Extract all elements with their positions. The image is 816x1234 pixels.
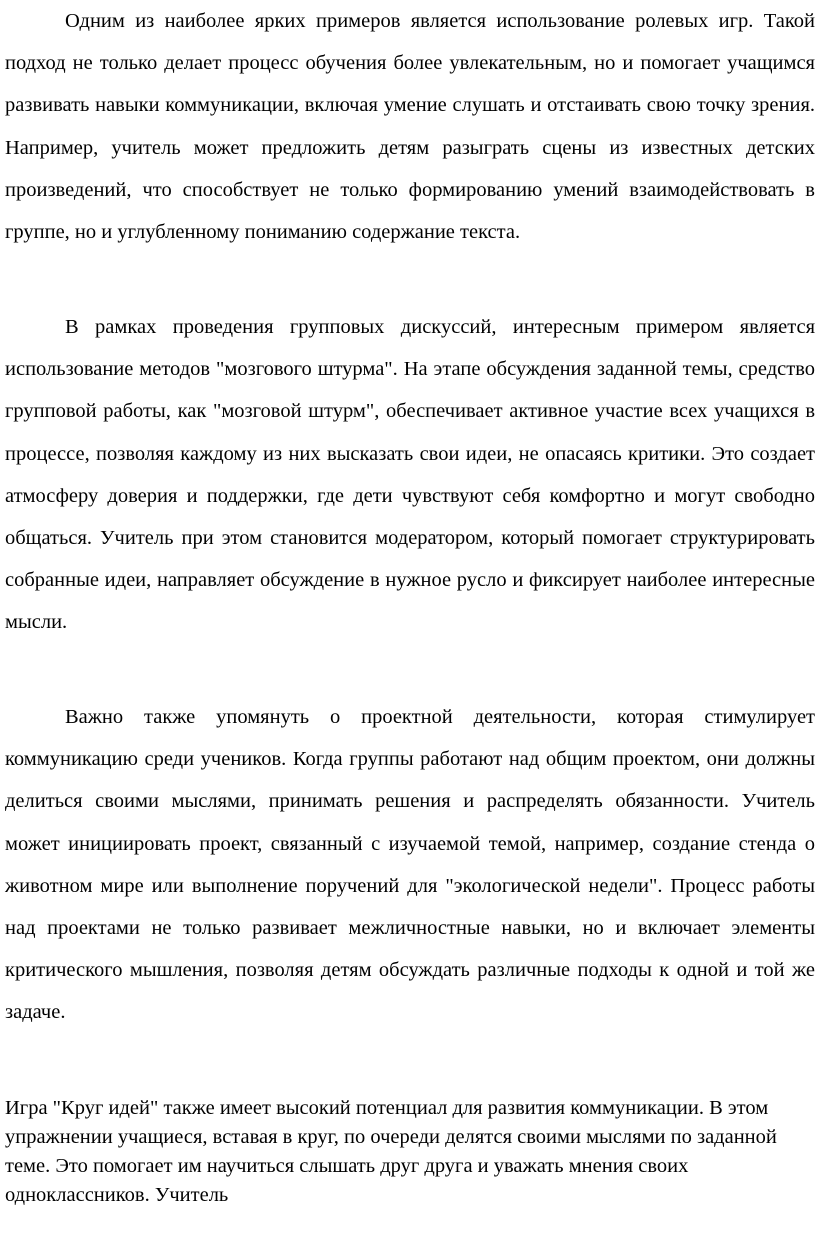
paragraph-circle-of-ideas: Игра "Круг идей" также имеет высокий потенциал для развития коммуникации. В этом упражнении учащиеся, вставая в круг, по очереди делятся своими мыслями по заданной теме. Это помогает им научиться слышать друг друга и уважать мнения своих одноклассников. Учитель <box>5 1097 777 1206</box>
paragraph-brainstorm: В рамках проведения групповых дискуссий, интересным примером является использование методов "мозгового штурма". На этапе обсуждения заданной темы, средство групповой работы, как "мозговой штурм", обеспечивает активное участие всех учащихся в процессе, позволяя каждому из них высказать свои идеи, не опасаясь критики. Это создает атмосферу доверия и поддержки, где дети чувствуют себя комфортно и могут свободно общаться. Учитель при этом становится модератором, который помогает структурировать собранные идеи, направляет обсуждение в нужное русло и фиксирует наиболее интересные мысли. <box>5 316 815 634</box>
paragraph-role-games: Одним из наиболее ярких примеров является использование ролевых игр. Такой подход не только делает процесс обучения более увлекательным, но и помогает учащимся развивать навыки коммуникации, включая умение слушать и отстаивать свою точку зрения. Например, учитель может предложить детям разыграть сцены из известных детских произведений, что способствует не только формированию умений взаимодействовать в группе, но и углубленному пониманию содержание текста. <box>5 10 815 244</box>
paragraph-project-activity: Важно также упомянуть о проектной деятельности, которая стимулирует коммуникацию среди учеников. Когда группы работают над общим проектом, они должны делиться своими мыслями, принимать решения и распределять обязанности. Учитель может инициировать проект, связанный с изучаемой темой, например, создание стенда о животном мире или выполнение поручений для "экологической недели". Процесс работы над проектами не только развивает межличностные навыки, но и включает элементы критического мышления, позволяя детям обсуждать различные подходы к одной и той же задаче. <box>5 706 815 1024</box>
